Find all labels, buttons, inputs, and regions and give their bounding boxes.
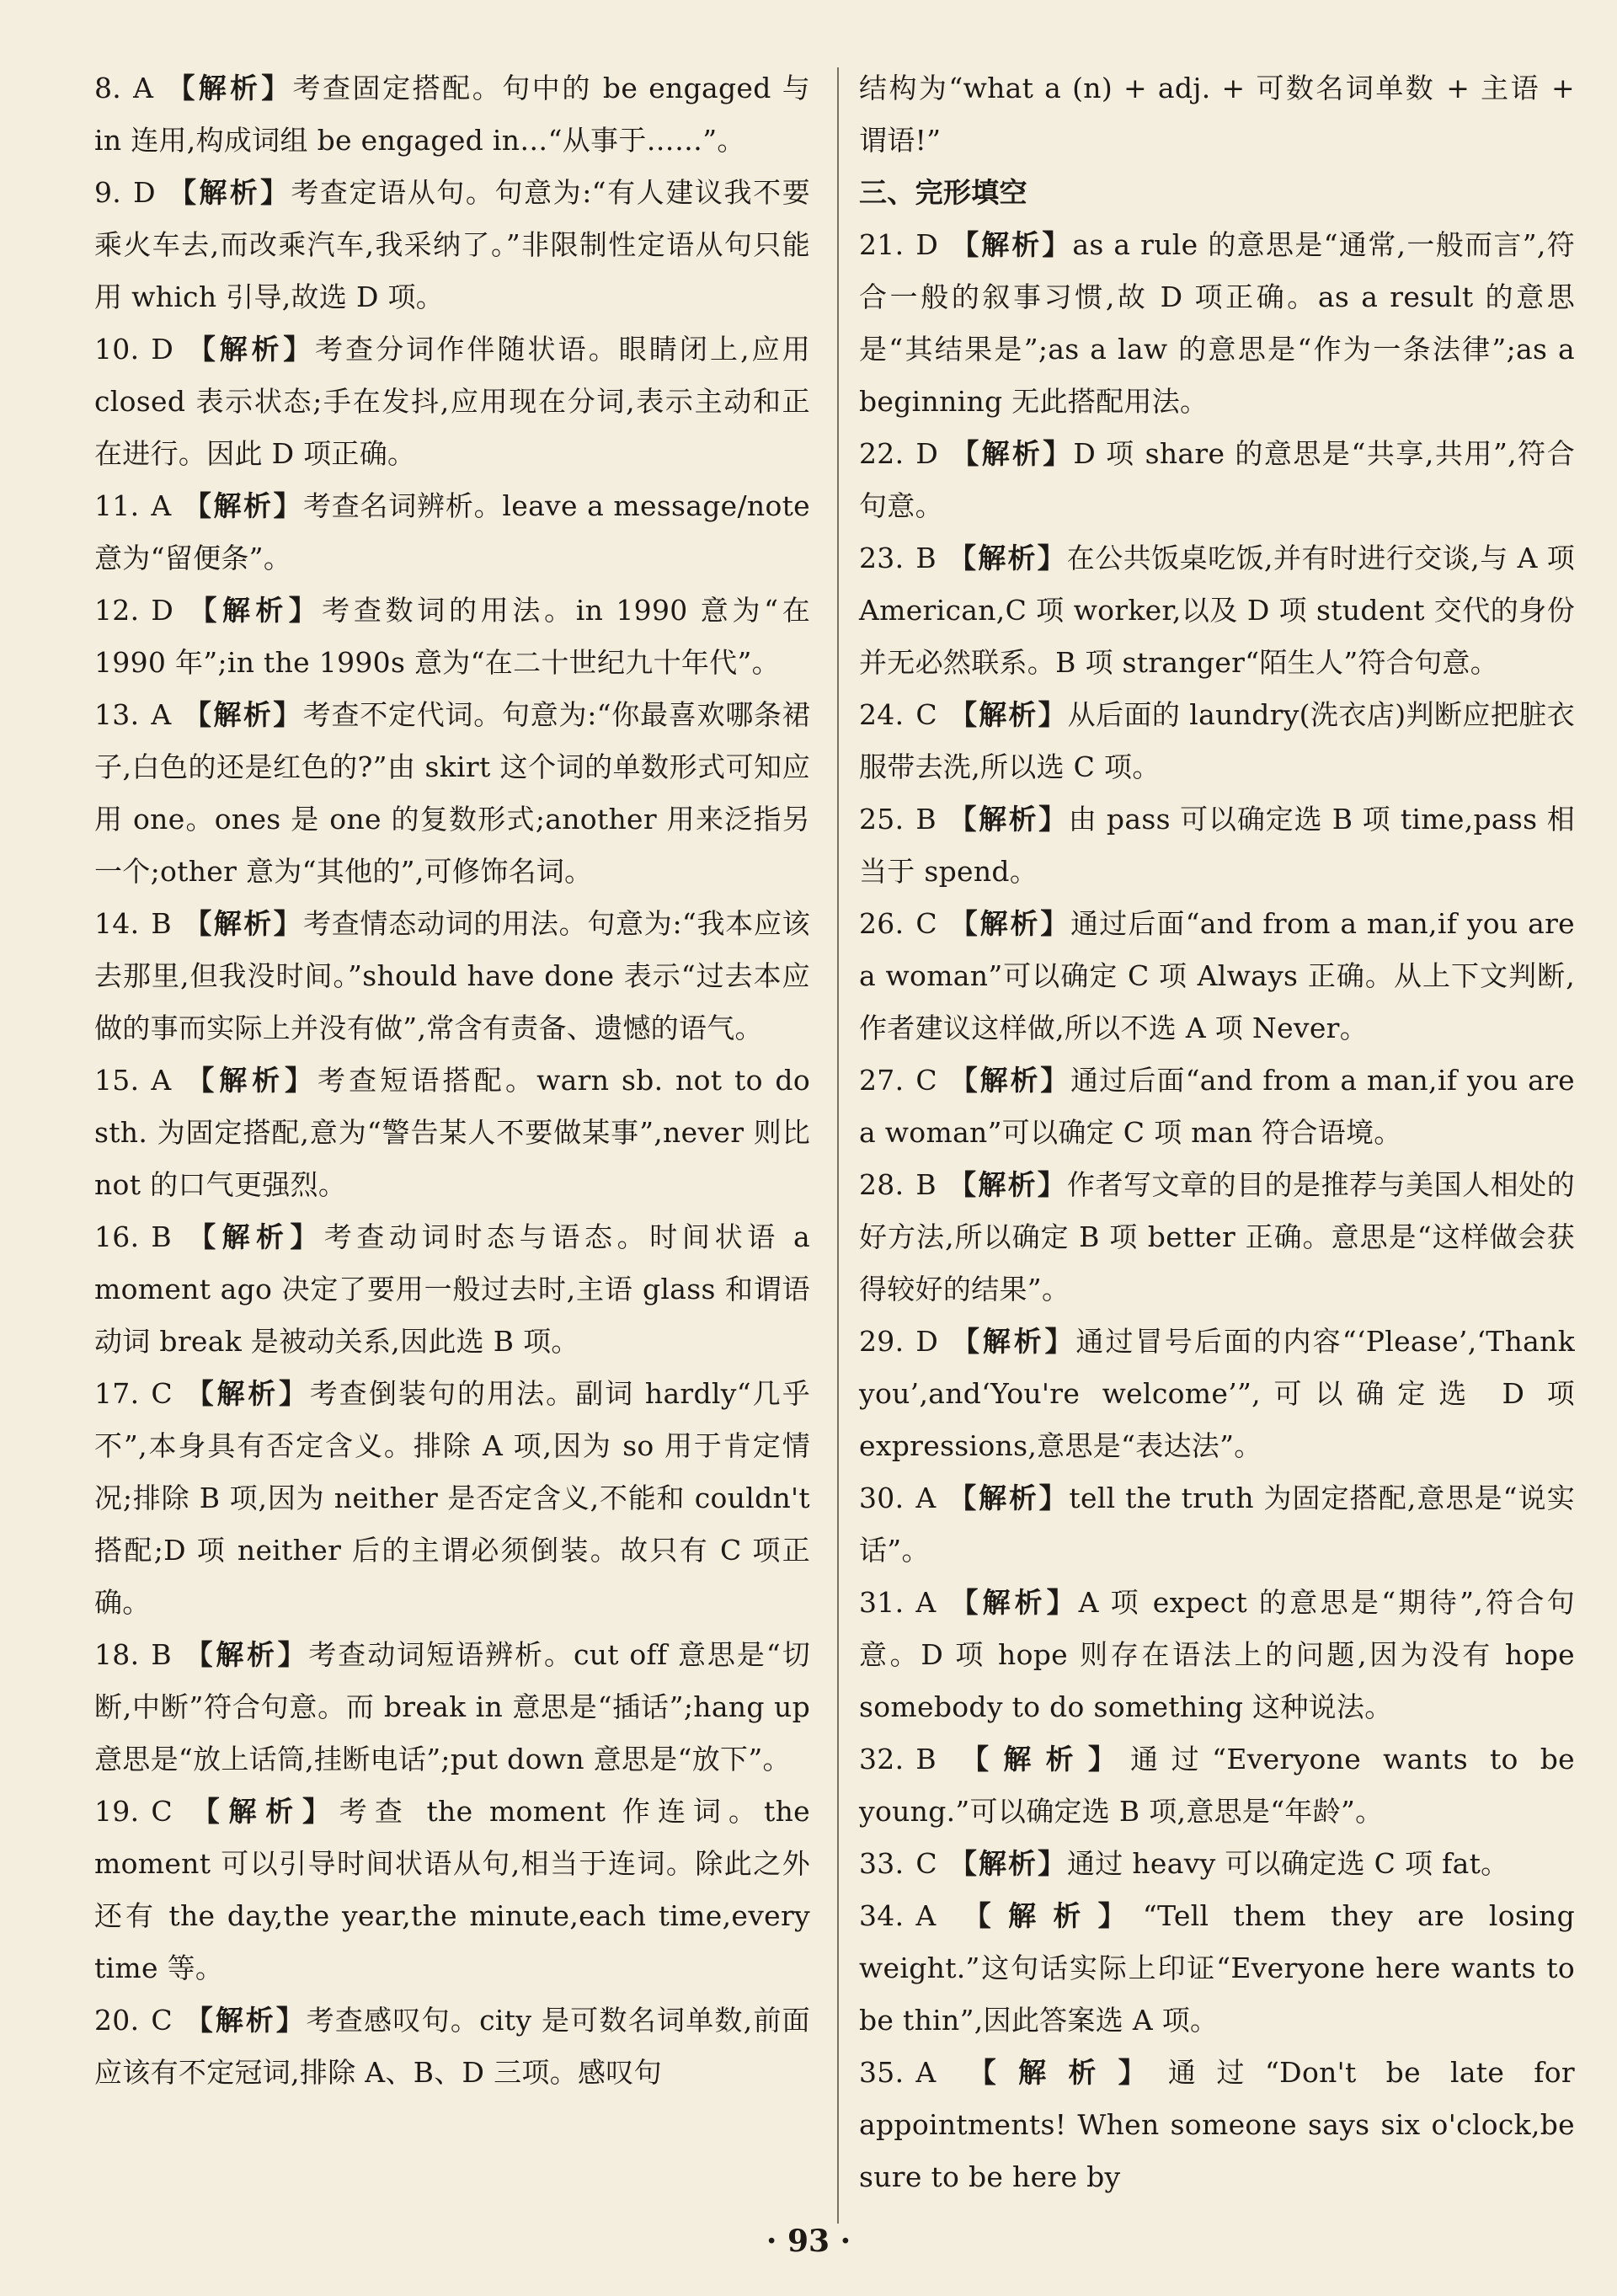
analysis-tag: 【解析】 [183,907,304,940]
explanation-text: 考查动词短语辨析。cut off 意思是“切断,中断”符合句意。而 break in 意思是“插话”;hang up 意思是“放上话筒,挂断电话”;put down 意思是“放下”。 [94,1638,810,1775]
continuation-text: 结构为“what a (n) + adj. + 可数名词单数 + 主语 + 谓语!” [859,72,1575,157]
answer-letter: B [151,1638,172,1671]
answer-letter: B [915,1168,937,1201]
answer-entry [859,1733,1575,1838]
question-number: 24. [859,698,905,731]
answer-entry [94,1629,810,1786]
explanation-text: A 项 expect 的意思是“期待”,符合句意。D 项 hope 则存在语法上的问题,因为没有 hope somebody to do something 这种说法。 [859,1586,1576,1723]
analysis-tag: 【解析】 [950,228,1073,261]
question-number: 10. [94,333,140,366]
explanation-text: 通过 heavy 可以确定选 C 项 fat。 [1066,1847,1509,1880]
right-entries [859,219,1575,2203]
answer-letter: A [151,1064,172,1097]
analysis-tag: 【解析】 [950,1325,1076,1358]
analysis-tag: 【解析】 [165,72,293,104]
question-number: 17. [94,1377,140,1410]
analysis-tag: 【解析】 [947,1482,1070,1514]
answer-entry [94,62,810,167]
question-number: 13. [94,698,140,731]
analysis-tag: 【解析】 [185,594,323,627]
question-number: 26. [859,907,905,940]
answer-entry [859,219,1575,428]
analysis-tag: 【解析】 [947,2056,1168,2089]
explanation-text: 考查动词时态与语态。时间状语 a moment ago 决定了要用一般过去时,主语 glass 和谓语动词 break 是被动关系,因此选 B 项。 [94,1220,811,1358]
question-number: 33. [859,1847,905,1880]
answer-letter: A [915,1899,937,1932]
answer-letter: C [915,907,937,940]
question-number: 9. [94,176,122,209]
analysis-tag: 【解析】 [183,489,303,522]
answer-entry [859,1159,1575,1316]
explanation-text: “Tell them they are losing weight.”这句话实际上印证“Everyone here wants to be thin”,因此答案选 A 项。 [859,1899,1576,2037]
answer-entry [94,1368,810,1629]
explanation-text: 考查 the moment 作连词。the moment 可以引导时间状语从句,相当于连词。除此之外还有 the day,the year,the minute,each time,every time 等。 [94,1795,811,1984]
question-number: 30. [859,1482,905,1514]
column-divider [837,67,839,2224]
analysis-tag: 【解析】 [948,907,1071,940]
answer-letter: D [915,228,939,261]
analysis-tag: 【解析】 [948,1847,1067,1880]
answer-entry [859,2047,1575,2203]
question-number: 25. [859,803,905,836]
analysis-tag: 【解析】 [185,333,316,366]
explanation-text: 考查分词作伴随状语。眼睛闭上,应用 closed 表示状态;手在发抖,应用现在分词,表示主动和正在进行。因此 D 项正确。 [94,333,811,470]
question-number: 34. [859,1899,905,1932]
analysis-tag: 【解析】 [947,1743,1131,1775]
question-number: 15. [94,1064,140,1097]
analysis-tag: 【解析】 [183,1638,309,1671]
answer-entry [94,1994,810,2099]
question-number: 22. [859,437,905,470]
explanation-text: 在公共饭桌吃饭,并有时进行交谈,与 A 项 American,C 项 worker,以及 D 项 student 交代的身份并无必然联系。B 项 stranger“陌生人”符合句意。 [859,542,1576,679]
question-number: 8. [94,72,122,104]
answer-entry [94,1055,810,1211]
answer-letter: C [915,698,937,731]
analysis-tag: 【解析】 [947,1899,1143,1932]
answer-entry [859,1890,1575,2047]
answer-letter: B [151,907,172,940]
answer-letter: D [151,333,174,366]
answer-entry [859,898,1575,1055]
question-number: 21. [859,228,905,261]
answer-letter: A [915,1586,937,1619]
question-number: 18. [94,1638,140,1671]
answer-entry [859,689,1575,793]
explanation-text: 考查固定搭配。句中的 be engaged 与 in 连用,构成词组 be engaged in…“从事于……”。 [94,72,810,157]
answer-entry [94,323,810,480]
answer-letter: C [151,1377,173,1410]
analysis-tag: 【解析】 [184,2004,307,2037]
answer-letter: C [915,1064,937,1097]
question-number: 19. [94,1795,140,1828]
answer-letter: A [915,1482,937,1514]
explanation-text: 考查感叹句。city 是可数名词单数,前面应该有不定冠词,排除 A、B、D 三项。感叹句 [94,2004,810,2089]
question-number: 11. [94,489,140,522]
analysis-tag: 【解析】 [167,176,291,209]
explanation-text: 由 pass 可以确定选 B 项 time,pass 相当于 spend。 [859,803,1575,888]
answer-entry [94,585,810,689]
answer-letter: A [133,72,154,104]
answer-letter: C [151,2004,173,2037]
explanation-text: 考查数词的用法。in 1990 意为“在 1990 年”;in the 1990s 意为“在二十世纪九十年代”。 [94,594,811,679]
analysis-tag: 【解析】 [948,1064,1071,1097]
question-number: 35. [859,2056,905,2089]
analysis-tag: 【解析】 [950,437,1074,470]
answer-entry [859,1838,1575,1890]
explanation-text: 考查定语从句。句意为:“有人建议我不要乘火车去,而改乘汽车,我采纳了。”非限制性定语从句只能用 which 引导,故选 D 项。 [94,176,810,313]
question-number: 12. [94,594,140,627]
question-number: 23. [859,542,905,574]
answer-entry [94,480,810,585]
answer-letter: B [151,1220,172,1253]
answer-entry [859,1316,1575,1472]
question-number: 28. [859,1168,905,1201]
section-heading: 三、完形填空 [859,176,1027,209]
explanation-text: 考查短语搭配。warn sb. not to do sth. 为固定搭配,意为“警告某人不要做某事”,never 则比 not 的口气更强烈。 [94,1064,810,1201]
answer-entry [94,689,810,898]
explanation-text: 通过冒号后面的内容“‘Please’,‘Thank you’,and‘You're welcome’”,可以确定选 D 项 expressions,意思是“表达法”。 [859,1325,1575,1462]
answer-entry [859,1055,1575,1159]
explanation-text: as a rule 的意思是“通常,一般而言”,符合一般的叙事习惯,故 D 项正确。as a result 的意思是“其结果是”;as a law 的意思是“作为一条法律”;as a beginning 无此搭配用法。 [859,228,1576,418]
right-column [859,62,1575,2203]
answer-letter: D [133,176,156,209]
explanation-text: 从后面的 laundry(洗衣店)判断应把脏衣服带去洗,所以选 C 项。 [859,698,1575,783]
analysis-tag: 【解析】 [184,1377,310,1410]
left-column [94,62,810,2099]
question-number: 32. [859,1743,905,1775]
analysis-tag: 【解析】 [183,698,303,731]
explanation-text: 作者写文章的目的是推荐与美国人相处的好方法,所以确定 B 项 better 正确。意思是“这样做会获得较好的结果”。 [859,1168,1576,1306]
analysis-tag: 【解析】 [183,1064,318,1097]
answer-entry [859,428,1575,532]
answer-letter: A [915,2056,937,2089]
explanation-text: 通过“Don't be late for appointments! When someone says six o'clock,be sure to be here by [859,2056,1575,2193]
explanation-text: 考查名词辨析。leave a message/note 意为“留便条”。 [94,489,810,574]
answer-letter: B [915,1743,937,1775]
question-number: 31. [859,1586,905,1619]
explanation-text: 考查情态动词的用法。句意为:“我本应该去那里,但我没时间。”should have done 表示“过去本应做的事而实际上并没有做”,常含有责备、遗憾的语气。 [94,907,810,1044]
explanation-text: tell the truth 为固定搭配,意思是“说实话”。 [859,1482,1575,1567]
explanation-text: 通过后面“and from a man,if you are a woman”可以确定 C 项 Always 正确。从上下文判断,作者建议这样做,所以不选 A 项 Never。 [859,907,1575,1044]
analysis-tag: 【解析】 [184,1795,339,1828]
answer-letter: A [151,489,172,522]
question-number: 20. [94,2004,140,2037]
question-number: 27. [859,1064,905,1097]
answer-entry [859,793,1575,898]
answer-letter: A [151,698,172,731]
answer-letter: D [915,1325,939,1358]
explanation-text: 通过后面“and from a man,if you are a woman”可以确定 C 项 man 符合语境。 [859,1064,1575,1149]
explanation-text: D 项 share 的意思是“共享,共用”,符合句意。 [859,437,1576,522]
page-number: · 93 · [766,2224,851,2259]
answer-entry [94,1211,810,1368]
analysis-tag: 【解析】 [947,542,1067,574]
analysis-tag: 【解析】 [947,803,1069,836]
answer-letter: D [151,594,174,627]
question-number: 16. [94,1220,140,1253]
answer-entry [859,532,1575,689]
question-number: 14. [94,907,140,940]
question-number: 29. [859,1325,905,1358]
analysis-tag: 【解析】 [947,1168,1068,1201]
explanation-text: 考查不定代词。句意为:“你最喜欢哪条裙子,白色的还是红色的?”由 skirt 这个词的单数形式可知应用 one。ones 是 one 的复数形式;another 用来泛指另一个;other 意为“其他的”,可修饰名词。 [94,698,811,888]
answer-entry [94,898,810,1055]
answer-letter: B [915,803,937,836]
answer-entry [94,167,810,323]
answer-letter: C [151,1795,173,1828]
analysis-tag: 【解析】 [183,1220,324,1253]
answer-entry [94,1786,810,1994]
answer-entry [859,1577,1575,1733]
answer-letter: B [915,542,937,574]
analysis-tag: 【解析】 [948,698,1068,731]
explanation-text: 考查倒装句的用法。副词 hardly“几乎不”,本身具有否定含义。排除 A 项,因为 so 用于肯定情况;排除 B 项,因为 neither 是否定含义,不能和 couldn't 搭配;D 项 neither 后的主谓必须倒装。故只有 C 项正确。 [94,1377,810,1619]
answer-letter: D [915,437,939,470]
answer-letter: C [915,1847,937,1880]
explanation-text: 通过“Everyone wants to be young.”可以确定选 B 项,意思是“年龄”。 [859,1743,1575,1828]
answer-entry [859,1472,1575,1577]
analysis-tag: 【解析】 [947,1586,1079,1619]
